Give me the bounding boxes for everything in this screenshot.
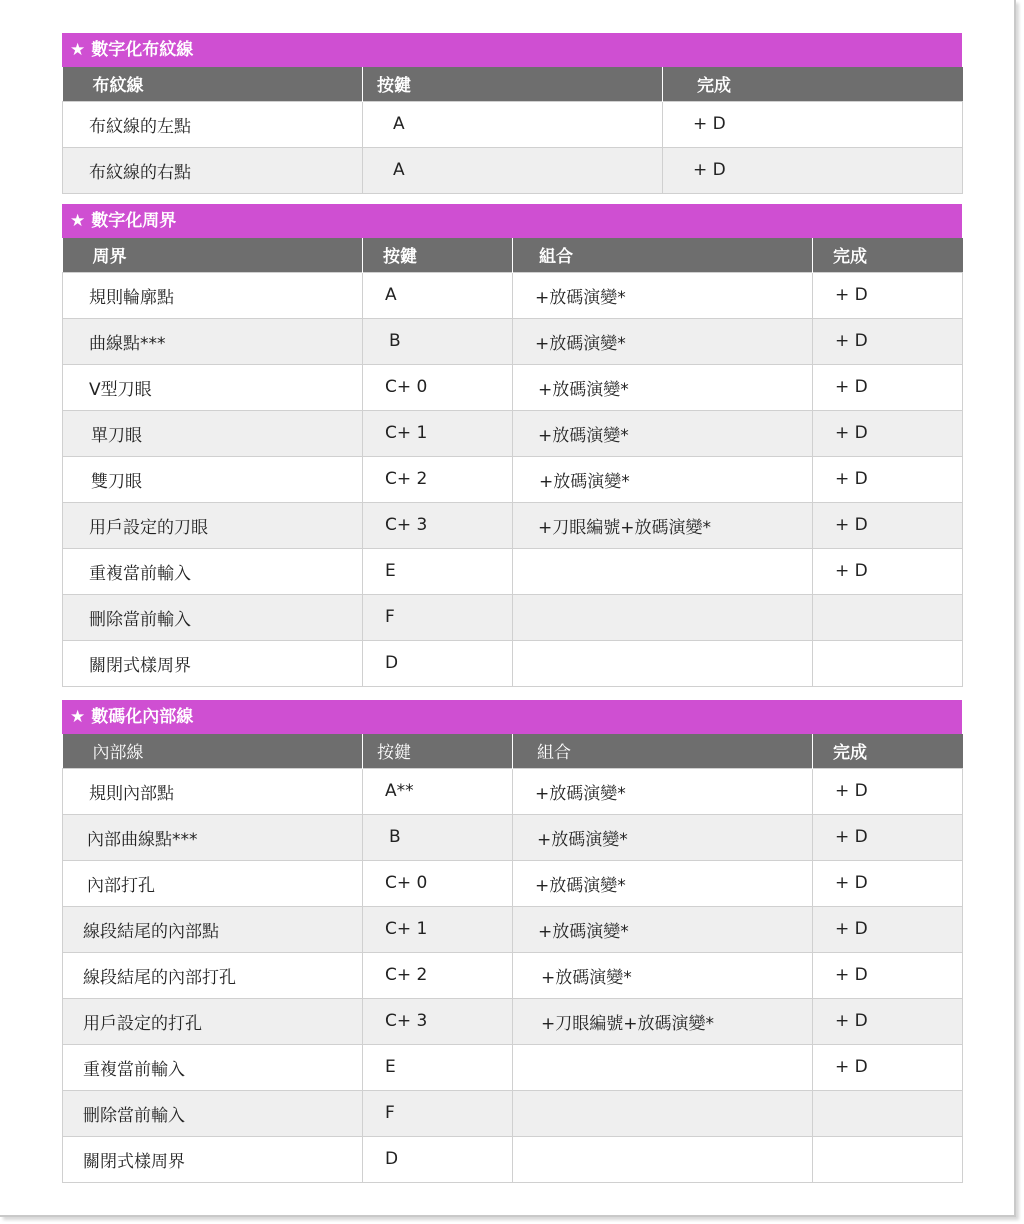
finish-cell: + D: [663, 101, 963, 147]
finish-cell: + D: [813, 364, 963, 410]
shortcut-table: [62, 238, 963, 687]
function-cell: 內部曲線點***: [63, 814, 363, 860]
finish-cell: + D: [813, 768, 963, 814]
key-cell: A: [363, 147, 663, 193]
combo-cell: +放碼演變*: [513, 410, 813, 456]
combo-cell: +放碼演變*: [513, 860, 813, 906]
finish-cell: + D: [813, 952, 963, 998]
table-row: [63, 1044, 963, 1090]
function-cell: 內部打孔: [63, 860, 363, 906]
key-cell: C+ 0: [363, 860, 513, 906]
finish-cell: [813, 1090, 963, 1136]
table-row: [63, 456, 963, 502]
star-icon: ★: [70, 707, 86, 727]
function-cell: 單刀眼: [63, 410, 363, 456]
key-cell: B: [363, 318, 513, 364]
section-title: 數字化周界: [91, 211, 177, 231]
column-header: 按鍵: [363, 734, 513, 768]
table-row: [63, 1090, 963, 1136]
finish-cell: + D: [813, 272, 963, 318]
combo-cell: +放碼演變*: [513, 952, 813, 998]
table-row: [63, 768, 963, 814]
function-cell: 用戶設定的打孔: [63, 998, 363, 1044]
column-header: 按鍵: [363, 238, 513, 272]
table-row: [63, 906, 963, 952]
table-row: [63, 548, 963, 594]
finish-cell: + D: [813, 906, 963, 952]
function-cell: V型刀眼: [63, 364, 363, 410]
function-cell: 關閉式樣周界: [63, 640, 363, 686]
function-cell: 線段結尾的內部打孔: [63, 952, 363, 998]
section-title: 數碼化內部線: [91, 707, 194, 727]
combo-cell: [513, 1090, 813, 1136]
key-cell: C+ 0: [363, 364, 513, 410]
column-header: 布紋線: [63, 67, 363, 101]
key-cell: B: [363, 814, 513, 860]
combo-cell: [513, 594, 813, 640]
combo-cell: [513, 548, 813, 594]
key-cell: D: [363, 1136, 513, 1182]
table-row: [63, 594, 963, 640]
table-row: [63, 814, 963, 860]
section-title: 數字化布紋線: [91, 40, 194, 60]
finish-cell: + D: [813, 1044, 963, 1090]
function-cell: 布紋線的右點: [63, 147, 363, 193]
column-header: 完成: [813, 238, 963, 272]
table-row: [63, 410, 963, 456]
section-title-bar: [62, 700, 962, 734]
table-row: [63, 502, 963, 548]
shortcut-table: [62, 67, 963, 194]
section-digitize-internal-lines: [62, 700, 962, 1183]
table-header-row: [63, 238, 963, 272]
column-header: 完成: [813, 734, 963, 768]
key-cell: E: [363, 548, 513, 594]
finish-cell: + D: [813, 998, 963, 1044]
function-cell: 刪除當前輸入: [63, 1090, 363, 1136]
finish-cell: + D: [663, 147, 963, 193]
function-cell: 曲線點***: [63, 318, 363, 364]
table-row: [63, 998, 963, 1044]
key-cell: E: [363, 1044, 513, 1090]
function-cell: 用戶設定的刀眼: [63, 502, 363, 548]
section-title-bar: [62, 204, 962, 238]
combo-cell: +放碼演變*: [513, 768, 813, 814]
star-icon: ★: [70, 40, 86, 60]
finish-cell: + D: [813, 456, 963, 502]
finish-cell: [813, 1136, 963, 1182]
shortcut-table: [62, 734, 963, 1183]
combo-cell: [513, 1136, 813, 1182]
combo-cell: +放碼演變*: [513, 318, 813, 364]
star-icon: ★: [70, 211, 86, 231]
function-cell: 刪除當前輸入: [63, 594, 363, 640]
column-header: 組合: [513, 238, 813, 272]
key-cell: A**: [363, 768, 513, 814]
function-cell: 布紋線的左點: [63, 101, 363, 147]
key-cell: C+ 1: [363, 410, 513, 456]
key-cell: C+ 3: [363, 502, 513, 548]
finish-cell: + D: [813, 502, 963, 548]
key-cell: A: [363, 101, 663, 147]
combo-cell: [513, 640, 813, 686]
combo-cell: +放碼演變*: [513, 364, 813, 410]
key-cell: C+ 2: [363, 952, 513, 998]
finish-cell: [813, 640, 963, 686]
table-row: [63, 101, 963, 147]
key-cell: C+ 1: [363, 906, 513, 952]
key-cell: C+ 2: [363, 456, 513, 502]
section-digitize-perimeter: [62, 204, 962, 687]
combo-cell: +刀眼編號+放碼演變*: [513, 502, 813, 548]
table-row: [63, 952, 963, 998]
finish-cell: [813, 594, 963, 640]
function-cell: 線段結尾的內部點: [63, 906, 363, 952]
key-cell: D: [363, 640, 513, 686]
key-cell: C+ 3: [363, 998, 513, 1044]
column-header: 完成: [663, 67, 963, 101]
column-header: 組合: [513, 734, 813, 768]
section-title-bar: [62, 33, 962, 67]
function-cell: 重複當前輸入: [63, 548, 363, 594]
column-header: 按鍵: [363, 67, 663, 101]
table-header-row: [63, 67, 963, 101]
function-cell: 重複當前輸入: [63, 1044, 363, 1090]
combo-cell: +放碼演變*: [513, 272, 813, 318]
table-row: [63, 318, 963, 364]
function-cell: 規則內部點: [63, 768, 363, 814]
table-row: [63, 860, 963, 906]
table-header-row: [63, 734, 963, 768]
key-cell: A: [363, 272, 513, 318]
finish-cell: + D: [813, 860, 963, 906]
table-row: [63, 1136, 963, 1182]
column-header: 內部線: [63, 734, 363, 768]
column-header: 周界: [63, 238, 363, 272]
function-cell: 規則輪廓點: [63, 272, 363, 318]
table-row: [63, 364, 963, 410]
combo-cell: +放碼演變*: [513, 814, 813, 860]
finish-cell: + D: [813, 410, 963, 456]
combo-cell: +刀眼編號+放碼演變*: [513, 998, 813, 1044]
combo-cell: +放碼演變*: [513, 456, 813, 502]
section-digitize-grainline: [62, 33, 962, 194]
combo-cell: +放碼演變*: [513, 906, 813, 952]
table-row: [63, 272, 963, 318]
combo-cell: [513, 1044, 813, 1090]
function-cell: 雙刀眼: [63, 456, 363, 502]
function-cell: 關閉式樣周界: [63, 1136, 363, 1182]
table-row: [63, 640, 963, 686]
finish-cell: + D: [813, 318, 963, 364]
table-row: [63, 147, 963, 193]
key-cell: F: [363, 1090, 513, 1136]
finish-cell: + D: [813, 548, 963, 594]
finish-cell: + D: [813, 814, 963, 860]
key-cell: F: [363, 594, 513, 640]
